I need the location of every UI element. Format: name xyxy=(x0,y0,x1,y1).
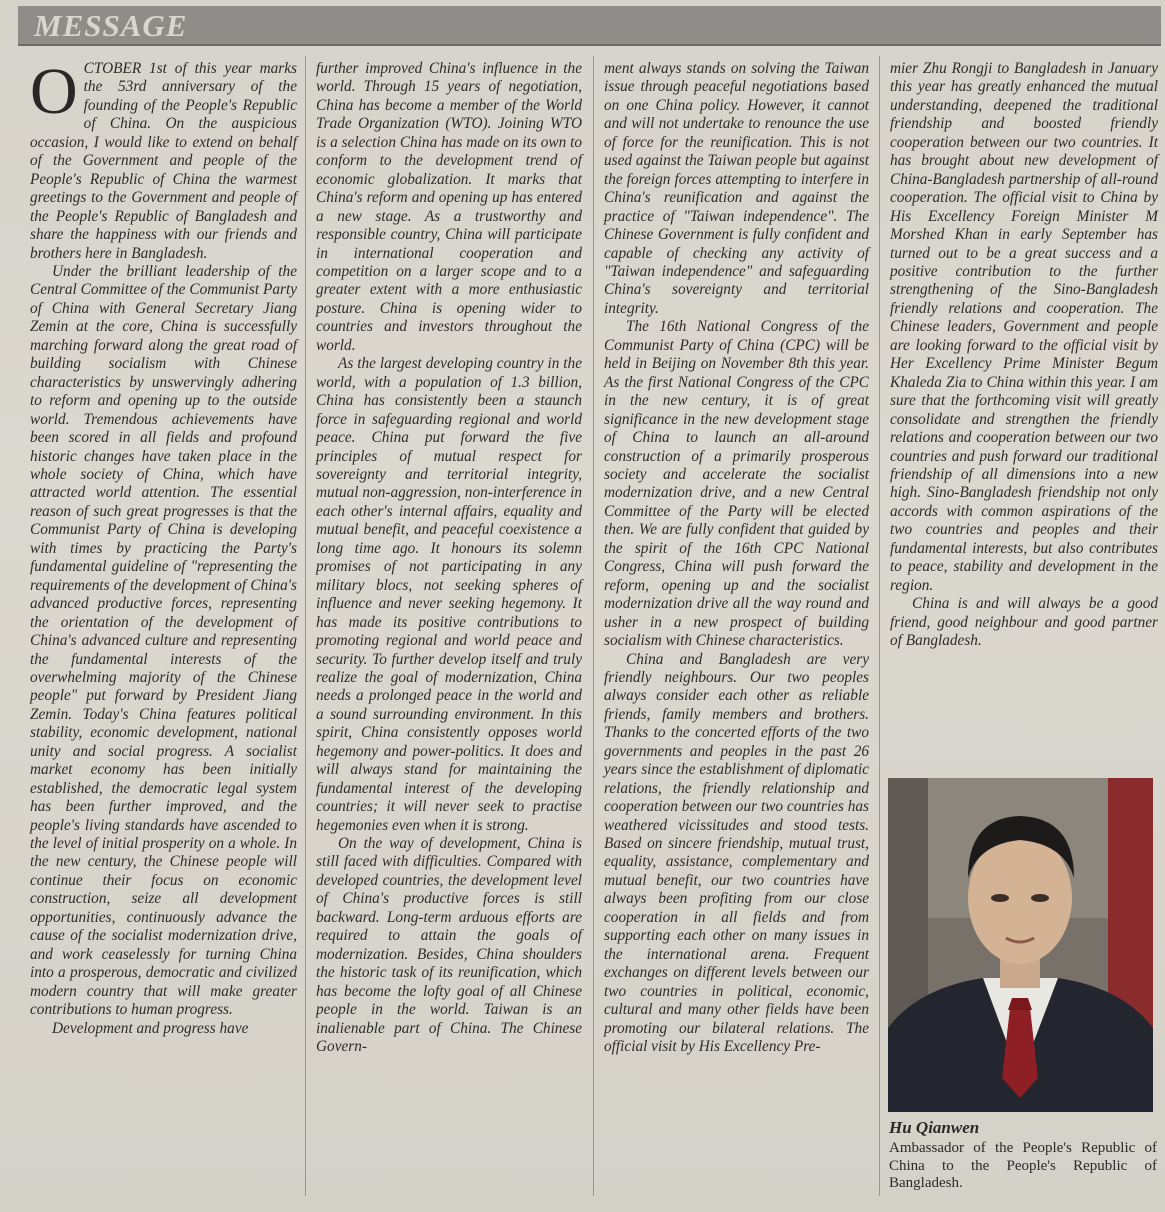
article-paragraph: China is and will always be a good friend, good neighbour and good partner of Bangladesh. xyxy=(890,595,1158,650)
section-title: MESSAGE xyxy=(34,8,188,43)
column-rule xyxy=(593,56,594,1196)
article-paragraph: further improved China's influence in the world. Through 15 years of negotiation, China has become a member of the World Trade Organization (WTO). Joining WTO is a selection China has made on its own to conform to the development trend of economic globalization. It marks that China's reform and opening up has entered a new stage. As a trustworthy and responsible country, China will participate in international cooperation and competition on a larger scope and to a greater extent with a more enthusiastic posture. China is opening wider to countries and investors throughout the world. xyxy=(316,60,582,354)
article-paragraph: OCTOBER 1st of this year marks the 53rd anniversary of the founding of the People's Republic of China. On the auspicious occasion, I would like to extend on behalf of the Government and people of the People's Republic of China the warmest greetings to the Government and people of the People's Republic of Bangladesh and share the happiness with our friends and brothers here in Bangladesh. xyxy=(30,55,297,262)
article-paragraph: On the way of development, China is still faced with difficulties. Compared with developed countries, the development level of China's productive forces is still backward. Long-term arduous efforts are required to attain the goals of modernization. Besides, China shoulders the historic task of its reunification, which has become the lofty goal of all Chinese people in the world. Taiwan is an inalienable part of China. The Chinese Govern- xyxy=(316,835,582,1056)
column-rule xyxy=(305,56,306,1196)
ambassador-portrait xyxy=(888,778,1153,1112)
article-paragraph: ment always stands on solving the Taiwan issue through peaceful negotiations based on one China policy. However, it cannot and will not undertake to renounce the use of force for the reunification. This is not used against the Taiwan people but against the foreign forces attempting to interfere in China's reunification and against the practice of "Taiwan independence". The Chinese Government is fully confident and capable of checking any activity of "Taiwan independence" and safeguarding China's sovereignty and territorial integrity. xyxy=(604,60,869,317)
article-paragraph: mier Zhu Rongji to Bangladesh in January this year has greatly enhanced the mutual understanding, deepened the traditional friendship and boosted friendly cooperation between our two countries. It has brought about new development of China-Bangladesh partnership of all-round cooperation. The official visit to China by His Excellency Foreign Minister M Morshed Khan in early September has turned out to be a great success and a positive contribution to the further strengthening of the Sino-Bangladesh friendly relations and cooperation. The Chinese leaders, Government and people are looking forward to the official visit by Her Excellency Prime Minister Begum Khaleda Zia to China within this year. I am sure that the forthcoming visit will greatly consolidate and strengthen the friendly relations and cooperation between our two countries and push forward our traditional friendship of all dimensions into a new high. Sino-Bangladesh friendship not only accords with common aspirations of the two countries and peoples and their fundamental interests, but also contributes to peace, stability and development in the region. xyxy=(890,60,1158,594)
article-paragraph: Under the brilliant leadership of the Central Committee of the Communist Party of China with General Secretary Jiang Zemin at the core, China is successfully marching forward along the great road of building socialism with Chinese characteristics by unswervingly adhering to reform and opening up to the outside world. Tremendous achievements have been scored in all fields and profound historic changes have taken place in the whole society of China, which have attracted world attention. The essential reason of such great progresses is that the Communist Party of China is developing with times by practicing the Party's fundamental guideline of "representing the requirements of the development of China's advanced productive forces, representing the orientation of the development of China's advanced culture and representing the fundamental interests of the overwhelming majority of the Chinese people" put forward by President Jiang Zemin. Today's China features political stability, economic development, national unity and social progress. A socialist market economy has been initially established, the democratic legal system has been further improved, and the people's living standards have ascended to the level of initial prosperity on a whole. In the new century, the Chinese people will continue their focus on economic construction, seize all development opportunities, continuously advance the cause of the socialist modernization drive, and work ceaselessly for turning China into a prosperous, democratic and civilized modern country that will make greater contributions to human progress. xyxy=(30,262,297,1019)
article-column-1 xyxy=(30,55,297,1190)
article-column-3 xyxy=(604,60,869,1190)
article-column-4 xyxy=(890,60,1158,760)
portrait-illustration xyxy=(888,778,1153,1112)
article-paragraph: Development and progress have xyxy=(52,1019,249,1037)
signature-title: Ambassador of the People's Republic of China to the People's Republic of Bangladesh. xyxy=(889,1140,1157,1191)
column-rule xyxy=(879,56,880,1196)
article-paragraph: The 16th National Congress of the Communist Party of China (CPC) will be held in Beijing on November 8th this year. As the first National Congress of the CPC in the new century, it is of great significance in the new development stage of China to launch an all-around construction of a primarily prosperous society and accelerate the socialist modernization drive, and a new Central Committee of the Party will be elected then. We are fully confident that guided by the spirit of the 16th CPC National Congress, China will push forward the reform, opening up and the socialist modernization drive all the way round and usher in a new prospect of building socialism with Chinese characteristics. xyxy=(604,318,869,650)
article-paragraph: China and Bangladesh are very friendly neighbours. Our two peoples always consider each other as reliable friends, family members and brothers. Thanks to the concerted efforts of the two governments and peoples in the past 26 years since the establishment of diplomatic relations, the friendly relationship and cooperation between our two countries has weathered vicissitudes and stood tests. Based on sincere friendship, mutual trust, equality, assistance, complementary and mutual benefit, our two countries have always been profiting from our close cooperation in all fields and from supporting each other on many issues in the international arena. Frequent exchanges on different levels between our two countries in political, economic, cultural and many other fields have been promoting our bilateral relations. The official visit by His Excellency Pre- xyxy=(604,650,869,1056)
article-column-2 xyxy=(316,60,582,1190)
drop-cap: O xyxy=(30,55,78,128)
section-masthead xyxy=(18,6,1161,46)
signature-name: Hu Qianwen xyxy=(889,1118,980,1137)
article-paragraph: As the largest developing country in the world, with a population of 1.3 billion, China has consistently been a staunch force in safeguarding regional and world peace. China put forward the five principles of mutual respect for sovereignty and territorial integrity, mutual non-aggression, non-interference in each other's internal affairs, equality and mutual benefit, and peaceful coexistence a long time ago. It honours its solemn promises of not participating in any military blocs, not seeking spheres of influence and never seeking hegemony. It has made its positive contributions to promoting regional and world peace and security. To further develop itself and truly realize the goal of modernization, China needs a prolonged peace in the world and a sound surrounding environment. In this spirit, China consistently opposes world hegemony and power-politics. It does and will always stand for maintaining the fundamental interest of the developing countries; it will never seek to practise hegemonies even when it is strong. xyxy=(316,355,582,834)
